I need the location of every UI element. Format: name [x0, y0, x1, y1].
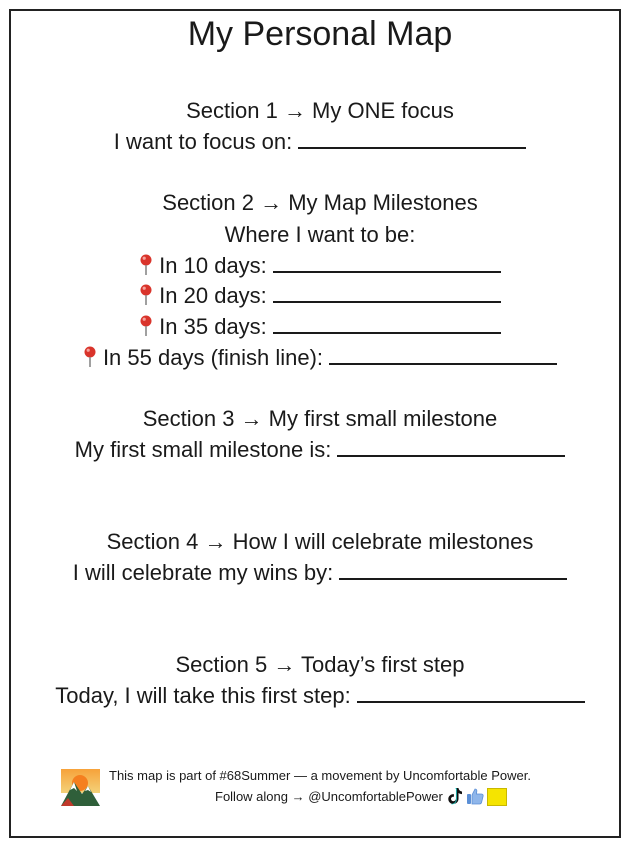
- milestone-blank-line: [273, 253, 501, 273]
- round-pushpin-icon: [83, 346, 97, 368]
- round-pushpin-icon: [139, 284, 153, 306]
- section-4-heading: Section 4 → How I will celebrate milestones: [106, 529, 534, 554]
- section-4-prompt-row: [0, 559, 640, 587]
- section-1-heading: Section 1 → My ONE focus: [186, 98, 454, 123]
- milestone-row: [0, 252, 640, 280]
- focus-blank-line: [298, 129, 526, 149]
- first-milestone-blank-line: [337, 437, 565, 457]
- celebrate-blank-line: [339, 560, 567, 580]
- section-3-prompt-row: [0, 436, 640, 464]
- section-4-prompt: I will celebrate my wins by:: [72, 560, 334, 585]
- section-5-heading: Section 5 → Today’s first step: [175, 652, 465, 677]
- tiktok-icon[interactable]: [447, 787, 463, 805]
- section-5-prompt: Today, I will take this first step:: [55, 683, 351, 708]
- round-pushpin-icon: [139, 254, 153, 276]
- milestone-blank-line: [273, 283, 501, 303]
- milestone-label: In 10 days:: [159, 253, 267, 278]
- footer-follow: Follow along → @UncomfortablePower: [215, 789, 443, 804]
- section-3-heading: Section 3 → My first small milestone: [142, 406, 498, 431]
- milestone-blank-line: [329, 345, 557, 365]
- section-5-prompt-row: [0, 682, 640, 710]
- sticker-icon: [487, 788, 507, 806]
- footer-follow-row: [215, 787, 640, 806]
- section-3-prompt: My first small milestone is:: [74, 437, 332, 462]
- milestone-row: [0, 344, 640, 372]
- footer-credit: This map is part of #68Summer — a movement by Uncomfortable Power.: [109, 768, 531, 783]
- first-step-blank-line: [357, 683, 585, 703]
- milestone-row: [0, 282, 640, 310]
- section-1-prompt-row: [0, 128, 640, 156]
- milestone-label: In 55 days (finish line):: [102, 345, 324, 370]
- page-title: My Personal Map: [187, 15, 453, 53]
- milestone-label: In 35 days:: [159, 314, 267, 339]
- section-2-heading: Section 2 → My Map Milestones: [162, 190, 478, 215]
- thumbs-up-icon[interactable]: [466, 787, 484, 805]
- mountain-sunset-logo: [60, 768, 101, 808]
- section-2-subheading: Where I want to be:: [224, 222, 416, 247]
- milestone-row: [0, 313, 640, 341]
- section-1-prompt: I want to focus on:: [113, 129, 293, 154]
- round-pushpin-icon: [139, 315, 153, 337]
- milestone-blank-line: [273, 314, 501, 334]
- milestone-label: In 20 days:: [159, 283, 267, 308]
